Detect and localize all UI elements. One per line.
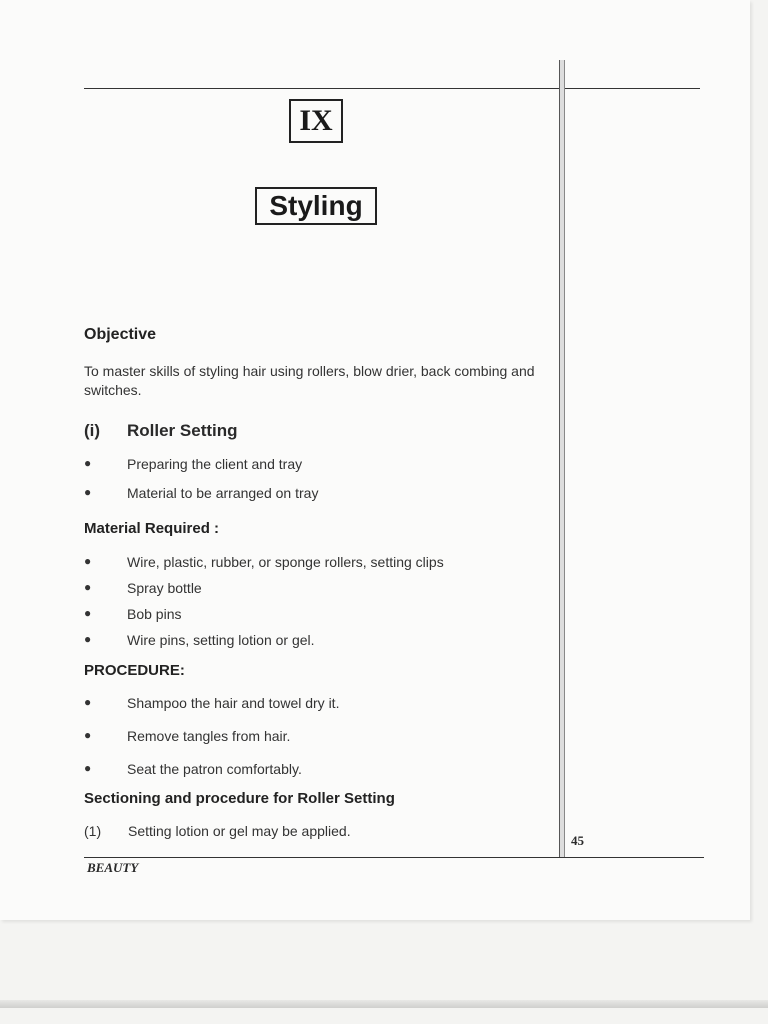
objective-heading: Objective [84,326,157,343]
chapter-number: IX [289,99,343,143]
bottom-rule [84,857,704,858]
section-number: (i) [84,421,101,440]
bullet-icon: ● [84,554,92,568]
list-item-text: Preparing the client and tray [127,456,303,472]
list-item-text: Wire pins, setting lotion or gel. [127,632,315,648]
bullet-icon: ● [84,695,92,709]
bullet-icon: ● [84,580,92,594]
bullet-icon: ● [84,761,92,775]
materials-heading: Material Required : [84,520,220,537]
section-title: Roller Setting [127,421,238,440]
step-number: (1) [84,823,102,839]
list-item-text: Material to be arranged on tray [127,485,319,501]
list-item-text: Remove tangles from hair. [127,728,291,744]
list-item-text: Wire, plastic, rubber, or sponge rollers, setting clips [127,554,444,570]
procedure-heading: PROCEDURE: [84,662,185,679]
step-text: Setting lotion or gel may be applied. [128,823,351,839]
top-rule [84,88,700,89]
bullet-icon: ● [84,632,92,646]
objective-text: To master skills of styling hair using rollers, blow drier, back combing and switches. [84,363,535,398]
sectioning-heading: Sectioning and procedure for Roller Setting [84,790,395,807]
page-number: 45 [571,833,584,848]
list-item-text: Spray bottle [127,580,202,596]
bullet-icon: ● [84,606,92,620]
list-item-text: Seat the patron comfortably. [127,761,302,777]
page-edge [0,1000,768,1008]
bullet-icon: ● [84,485,92,499]
vertical-rule [559,60,565,858]
bullet-icon: ● [84,728,92,742]
list-item-text: Bob pins [127,606,182,622]
bullet-icon: ● [84,456,92,470]
list-item-text: Shampoo the hair and towel dry it. [127,695,340,711]
book-title: BEAUTY [87,860,139,875]
chapter-title: Styling [255,187,377,225]
